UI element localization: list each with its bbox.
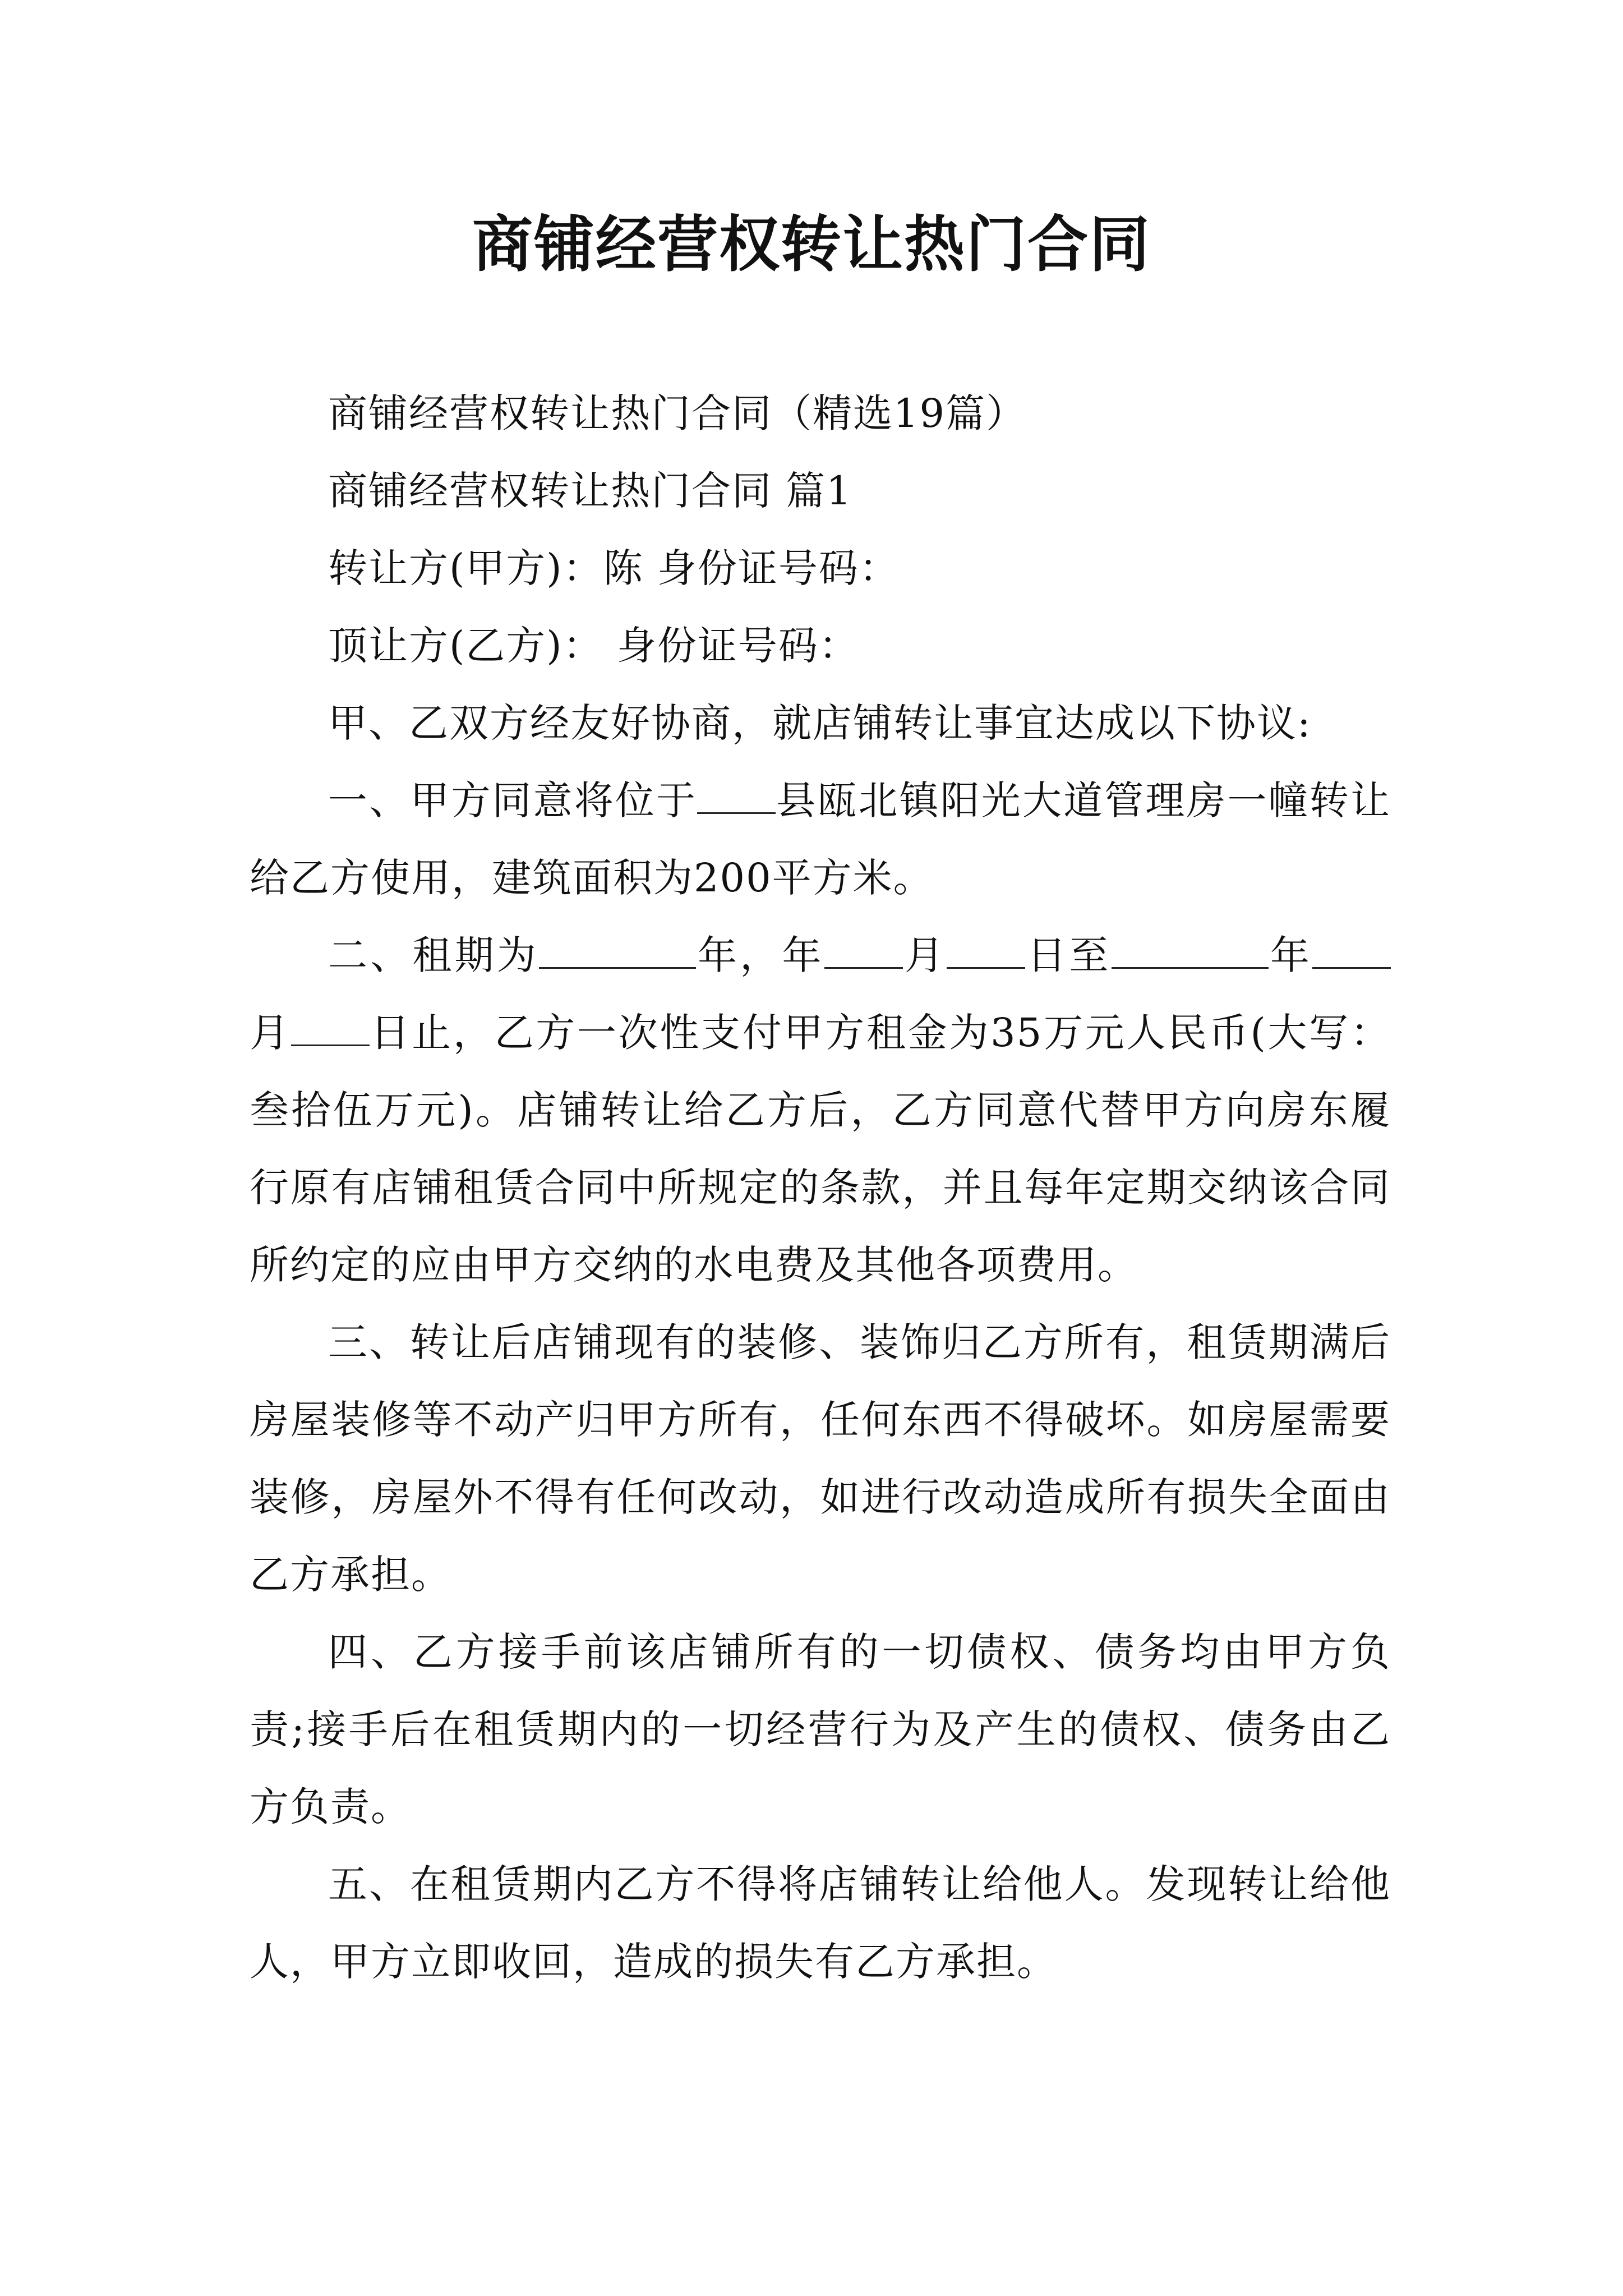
clause-2 bbox=[250, 917, 1391, 1304]
clause-4: 四、乙方接手前该店铺所有的一切债权、债务均由甲方负责;接手后在租赁期内的一切经营行为及产生的债权、债务由乙方负责。 bbox=[250, 1629, 1391, 1830]
intro-paragraph: 甲、乙双方经友好协商，就店铺转让事宜达成以下协议: bbox=[328, 700, 1312, 746]
clause-2-text-3: 月 bbox=[902, 932, 947, 978]
clause-2-text-4: 日至 bbox=[1025, 932, 1112, 978]
clause-2-text-7: 日止，乙方一次性支付甲方租金为35万元人民币(大写：叁拾伍万元)。店铺转让给乙方后，乙方同意代替甲方向房东履行原有店铺租赁合同中所规定的条款，并且每年定期交纳该合同所约定的应由甲方交纳的水电费及其他各项费用。 bbox=[250, 1010, 1391, 1288]
clause-2-text-6: 月 bbox=[250, 1010, 291, 1056]
clause-5: 五、在租赁期内乙方不得将店铺转让给他人。发现转让给他人，甲方立即收回，造成的损失有乙方承担。 bbox=[250, 1861, 1391, 1985]
clause-2-text-1: 二、租期为 bbox=[328, 932, 539, 978]
fill-blank bbox=[824, 930, 903, 969]
fill-blank bbox=[1312, 930, 1391, 969]
fill-blank bbox=[947, 930, 1025, 969]
clause-1 bbox=[250, 762, 1391, 917]
clause-2-text-2: 年，年 bbox=[695, 932, 824, 978]
fill-blank bbox=[291, 1007, 370, 1047]
party-b-line: 顶让方(乙方)： 身份证号码： bbox=[328, 623, 859, 669]
clause-1-text-b: 县瓯北镇阳光大道管理房一幢转让给乙方使用，建筑面积为200平方米。 bbox=[250, 777, 1391, 901]
clause-3: 三、转让后店铺现有的装修、装饰归乙方所有，租赁期满后房屋装修等不动产归甲方所有，任何东西不得破坏。如房屋需要装修，房屋外不得有任何改动，如进行改动造成所有损失全面由乙方承担。 bbox=[250, 1319, 1391, 1598]
document-body bbox=[250, 375, 1391, 2000]
clause-1-text-a: 一、甲方同意将位于 bbox=[328, 777, 698, 823]
section-heading: 商铺经营权转让热门合同 篇1 bbox=[328, 468, 852, 514]
fill-blank bbox=[697, 775, 776, 815]
document-title: 商铺经营权转让热门合同 bbox=[472, 210, 1151, 280]
clause-2-text-5: 年 bbox=[1268, 932, 1312, 978]
document-subtitle: 商铺经营权转让热门合同（精选19篇） bbox=[328, 390, 1027, 436]
fill-blank bbox=[539, 930, 696, 969]
fill-blank bbox=[1112, 930, 1269, 969]
party-a-line: 转让方(甲方)：陈 身份证号码： bbox=[328, 545, 900, 591]
